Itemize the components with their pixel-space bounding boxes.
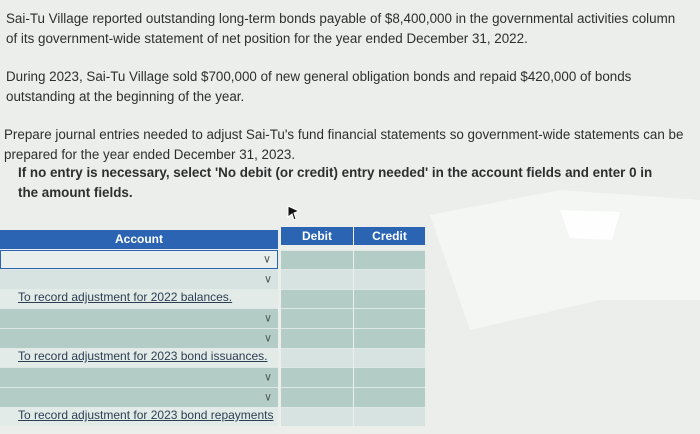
credit-input[interactable] [354, 367, 425, 387]
debit-input[interactable] [281, 328, 353, 348]
credit-input[interactable] [354, 269, 425, 289]
memo-text: To record adjustment for 2023 bond repayments [18, 408, 274, 422]
account-dropdown[interactable] [0, 367, 278, 387]
debit-input[interactable] [281, 308, 353, 328]
instruction-text: If no entry is necessary, select 'No debit (or credit) entry needed' in the account fields and enter 0 in the amount fields. [18, 165, 653, 200]
chevron-down-icon: ∨ [262, 253, 271, 265]
journal-entry-table [0, 227, 425, 434]
credit-input[interactable] [354, 250, 425, 269]
problem-paragraph-2: During 2023, Sai-Tu Village sold $700,000 of new general obligation bonds and repaid $420,000 of bonds outstanding at the beginning of the year. [6, 69, 632, 104]
memo-row [0, 348, 278, 367]
credit-input[interactable] [354, 289, 425, 308]
chevron-down-icon: ∨ [263, 273, 272, 285]
journal-row [0, 250, 425, 269]
chevron-down-icon: ∨ [263, 371, 272, 383]
memo-row [0, 407, 278, 426]
account-dropdown[interactable] [0, 269, 278, 289]
problem-paragraph-1: Sai-Tu Village reported outstanding long-term bonds payable of $8,400,000 in the governmental activities column of its government-wide statement of net position for the year ended December 31, 2022. [6, 11, 676, 46]
memo-row [0, 289, 278, 308]
memo-text: To record adjustment for 2022 balances. [18, 290, 233, 304]
account-dropdown[interactable] [0, 308, 278, 328]
journal-row [0, 308, 425, 328]
credit-input[interactable] [354, 407, 425, 426]
debit-input[interactable] [281, 289, 353, 308]
debit-input[interactable] [281, 367, 353, 387]
debit-input[interactable] [281, 387, 353, 407]
debit-input[interactable] [281, 250, 353, 269]
journal-row [0, 328, 425, 348]
memo-text: To record adjustment for 2023 bond issuances. [18, 349, 268, 363]
chevron-down-icon: ∨ [263, 312, 272, 324]
credit-input[interactable] [354, 348, 425, 367]
debit-input[interactable] [281, 348, 353, 367]
journal-row [0, 387, 425, 407]
credit-input[interactable] [354, 308, 425, 328]
account-dropdown[interactable] [0, 328, 278, 348]
mouse-cursor-icon [287, 205, 301, 226]
chevron-down-icon: ∨ [263, 391, 272, 403]
problem-paragraph-3: Prepare journal entries needed to adjust Sai-Tu's fund financial statements so government-wide statements can be prepared for the year ended December 31, 2023. [4, 127, 684, 162]
credit-input[interactable] [354, 328, 425, 348]
journal-row [0, 269, 425, 289]
column-header-account: Account [0, 230, 278, 249]
account-dropdown[interactable] [0, 387, 278, 407]
debit-input[interactable] [281, 407, 353, 426]
column-header-credit: Credit [354, 227, 425, 245]
debit-input[interactable] [281, 269, 353, 289]
account-dropdown[interactable] [0, 250, 278, 269]
chevron-down-icon: ∨ [263, 332, 272, 344]
column-header-debit: Debit [281, 227, 353, 245]
credit-input[interactable] [354, 387, 425, 407]
journal-row [0, 367, 425, 387]
